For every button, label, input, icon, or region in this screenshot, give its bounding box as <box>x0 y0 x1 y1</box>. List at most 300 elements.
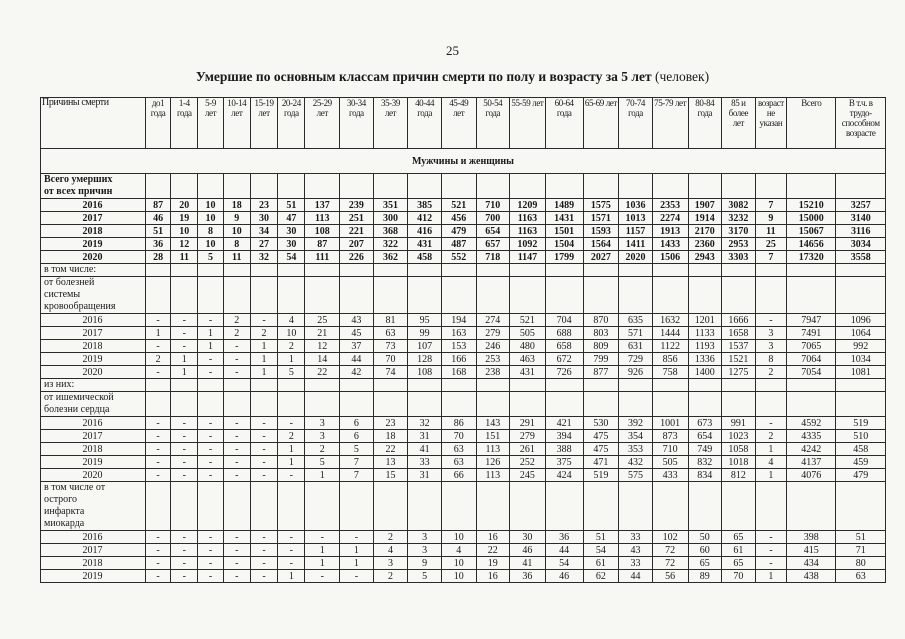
table-cell: 992 <box>836 340 886 353</box>
table-cell: 46 <box>545 570 583 583</box>
empty-cell <box>652 264 688 277</box>
table-cell: - <box>755 531 786 544</box>
table-cell: 7054 <box>787 366 836 379</box>
table-cell: 870 <box>583 314 619 327</box>
table-cell: 6 <box>340 430 374 443</box>
table-cell: 62 <box>583 570 619 583</box>
table-cell: 1632 <box>652 314 688 327</box>
table-cell: 362 <box>373 251 408 264</box>
table-cell: 3 <box>408 531 442 544</box>
table-cell: 168 <box>441 366 476 379</box>
table-cell: 21 <box>305 327 340 340</box>
table-cell: 22 <box>476 544 510 557</box>
table-cell: - <box>171 443 198 456</box>
empty-cell <box>373 379 408 392</box>
table-cell: 1081 <box>836 366 886 379</box>
empty-cell <box>340 379 374 392</box>
table-cell: 388 <box>545 443 583 456</box>
table-cell: 2 <box>278 340 305 353</box>
table-cell: 4 <box>755 456 786 469</box>
table-cell: 873 <box>652 430 688 443</box>
empty-cell <box>408 482 442 531</box>
empty-cell <box>583 392 619 417</box>
table-cell: 44 <box>545 544 583 557</box>
empty-cell <box>145 174 170 199</box>
table-cell: 1575 <box>583 199 619 212</box>
empty-cell <box>583 482 619 531</box>
empty-cell <box>722 174 756 199</box>
empty-cell <box>441 264 476 277</box>
empty-cell <box>652 379 688 392</box>
table-cell: 700 <box>476 212 510 225</box>
table-cell: 1 <box>198 327 223 340</box>
table-cell: 729 <box>619 353 653 366</box>
table-cell: 63 <box>441 456 476 469</box>
table-cell: - <box>278 469 305 482</box>
empty-cell <box>510 392 546 417</box>
year-label: 2020 <box>41 366 146 379</box>
table-cell: 1433 <box>652 238 688 251</box>
empty-cell <box>145 482 170 531</box>
table-cell: 1 <box>278 456 305 469</box>
empty-cell <box>305 277 340 314</box>
year-label: 2017 <box>41 544 146 557</box>
table-cell: 1658 <box>722 327 756 340</box>
table-cell: 10 <box>441 570 476 583</box>
empty-cell <box>250 277 277 314</box>
table-cell: 261 <box>510 443 546 456</box>
empty-cell <box>171 379 198 392</box>
table-row <box>41 314 886 327</box>
table-cell: 2943 <box>688 251 722 264</box>
table-cell: 4 <box>373 544 408 557</box>
table-cell: 10 <box>441 531 476 544</box>
table-cell: - <box>198 570 223 583</box>
empty-cell <box>619 277 653 314</box>
empty-cell <box>373 277 408 314</box>
empty-cell <box>278 379 305 392</box>
table-cell: 32 <box>408 417 442 430</box>
empty-cell <box>619 392 653 417</box>
table-cell: - <box>223 456 250 469</box>
table-row <box>41 469 886 482</box>
empty-cell <box>250 264 277 277</box>
empty-cell <box>305 379 340 392</box>
table-cell: - <box>250 531 277 544</box>
table-cell: - <box>223 353 250 366</box>
table-cell: 1 <box>250 353 277 366</box>
table-cell: 3140 <box>836 212 886 225</box>
table-cell: 15210 <box>787 199 836 212</box>
table-cell: 18 <box>373 430 408 443</box>
table-cell: 3 <box>755 327 786 340</box>
table-cell: 1564 <box>583 238 619 251</box>
table-cell: 3 <box>373 557 408 570</box>
table-cell: 4592 <box>787 417 836 430</box>
table-cell: 631 <box>619 340 653 353</box>
group-label-row <box>41 392 886 417</box>
empty-cell <box>787 482 836 531</box>
table-cell: 3 <box>305 430 340 443</box>
table-cell: 1 <box>340 544 374 557</box>
empty-cell <box>408 277 442 314</box>
page-number: 25 <box>446 43 459 58</box>
year-label: 2020 <box>41 251 146 264</box>
empty-cell <box>171 392 198 417</box>
row-label: из них: <box>41 379 146 392</box>
empty-cell <box>305 392 340 417</box>
table-cell: 415 <box>787 544 836 557</box>
table-cell: 2 <box>373 570 408 583</box>
empty-cell <box>652 392 688 417</box>
table-cell: 19 <box>171 212 198 225</box>
table-cell: 1 <box>171 353 198 366</box>
empty-cell <box>250 379 277 392</box>
table-cell: 749 <box>688 443 722 456</box>
table-cell: 1913 <box>652 225 688 238</box>
empty-cell <box>755 277 786 314</box>
column-header: 60-64 года <box>545 98 583 149</box>
table-cell: 7 <box>755 251 786 264</box>
table-cell: - <box>278 557 305 570</box>
table-cell: 1193 <box>688 340 722 353</box>
empty-cell <box>198 277 223 314</box>
table-cell: 15 <box>373 469 408 482</box>
table-cell: 113 <box>476 469 510 482</box>
table-cell: 5 <box>408 570 442 583</box>
table-cell: 4 <box>278 314 305 327</box>
table-cell: 1444 <box>652 327 688 340</box>
table-cell: 66 <box>441 469 476 482</box>
year-label: 2017 <box>41 327 146 340</box>
table-header-row <box>41 98 886 149</box>
table-cell: 25 <box>305 314 340 327</box>
table-cell: 245 <box>510 469 546 482</box>
table-cell: 812 <box>722 469 756 482</box>
table-cell: 23 <box>373 417 408 430</box>
title-unit: (человек) <box>654 69 710 84</box>
table-cell: 12 <box>171 238 198 251</box>
empty-cell <box>441 392 476 417</box>
table-cell: 56 <box>652 570 688 583</box>
table-cell: 1 <box>145 327 170 340</box>
table-cell: 351 <box>373 199 408 212</box>
table-cell: 28 <box>145 251 170 264</box>
table-cell: 758 <box>652 366 688 379</box>
empty-cell <box>340 264 374 277</box>
table-cell: 41 <box>510 557 546 570</box>
table-cell: 1 <box>755 469 786 482</box>
table-cell: 7 <box>340 456 374 469</box>
empty-cell <box>583 379 619 392</box>
table-cell: 3034 <box>836 238 886 251</box>
table-cell: 1521 <box>722 353 756 366</box>
table-cell: 475 <box>583 443 619 456</box>
table-cell: 4076 <box>787 469 836 482</box>
empty-cell <box>755 174 786 199</box>
table-cell: 51 <box>836 531 886 544</box>
table-cell: 51 <box>278 199 305 212</box>
column-header: 80-84 года <box>688 98 722 149</box>
empty-cell <box>583 277 619 314</box>
empty-cell <box>688 379 722 392</box>
empty-cell <box>340 277 374 314</box>
table-cell: - <box>250 443 277 456</box>
table-cell: 12 <box>305 340 340 353</box>
table-cell: 2 <box>250 327 277 340</box>
column-header: Всего <box>787 98 836 149</box>
table-cell: 128 <box>408 353 442 366</box>
empty-cell <box>688 277 722 314</box>
table-cell: - <box>171 557 198 570</box>
table-cell: 17320 <box>787 251 836 264</box>
table-cell: 3082 <box>722 199 756 212</box>
table-row <box>41 456 886 469</box>
table-cell: 2353 <box>652 199 688 212</box>
table-cell: 1201 <box>688 314 722 327</box>
table-cell: 421 <box>545 417 583 430</box>
year-label: 2017 <box>41 430 146 443</box>
table-cell: 1209 <box>510 199 546 212</box>
empty-cell <box>722 392 756 417</box>
table-cell: 226 <box>340 251 374 264</box>
table-cell: 432 <box>619 456 653 469</box>
empty-cell <box>722 264 756 277</box>
table-cell: 1400 <box>688 366 722 379</box>
empty-cell <box>787 277 836 314</box>
year-label: 2019 <box>41 456 146 469</box>
table-cell: - <box>250 469 277 482</box>
empty-cell <box>652 277 688 314</box>
table-cell: 279 <box>510 430 546 443</box>
table-cell: - <box>305 570 340 583</box>
table-cell: 81 <box>373 314 408 327</box>
empty-cell <box>836 482 886 531</box>
empty-cell <box>836 277 886 314</box>
table-row <box>41 199 886 212</box>
table-cell: 3116 <box>836 225 886 238</box>
table-cell: 3232 <box>722 212 756 225</box>
table-cell: - <box>145 531 170 544</box>
table-cell: 673 <box>688 417 722 430</box>
table-cell: 22 <box>373 443 408 456</box>
table-cell: 14656 <box>787 238 836 251</box>
table-cell: - <box>198 456 223 469</box>
empty-cell <box>755 379 786 392</box>
table-cell: - <box>145 340 170 353</box>
table-cell: 14 <box>305 353 340 366</box>
table-cell: 151 <box>476 430 510 443</box>
table-cell: 1018 <box>722 456 756 469</box>
table-cell: - <box>223 430 250 443</box>
table-row <box>41 570 886 583</box>
table-cell: 480 <box>510 340 546 353</box>
table-cell: 1 <box>250 366 277 379</box>
table-cell: - <box>171 327 198 340</box>
table-cell: 87 <box>145 199 170 212</box>
table-cell: 1 <box>278 570 305 583</box>
empty-cell <box>145 392 170 417</box>
row-label: Всего умерших от всех причин <box>41 174 146 199</box>
table-cell: - <box>250 430 277 443</box>
table-cell: 274 <box>476 314 510 327</box>
table-cell: 3170 <box>722 225 756 238</box>
table-cell: 30 <box>278 225 305 238</box>
table-cell: 239 <box>340 199 374 212</box>
table-cell: 5 <box>305 456 340 469</box>
table-cell: 431 <box>408 238 442 251</box>
table-cell: 18 <box>223 199 250 212</box>
table-cell: - <box>145 570 170 583</box>
table-cell: 571 <box>619 327 653 340</box>
table-cell: 61 <box>722 544 756 557</box>
column-header: 50-54 года <box>476 98 510 149</box>
table-cell: 11 <box>755 225 786 238</box>
table-cell: 194 <box>441 314 476 327</box>
table-cell: 654 <box>688 430 722 443</box>
table-cell: - <box>755 417 786 430</box>
table-cell: 11 <box>223 251 250 264</box>
table-row <box>41 212 886 225</box>
empty-cell <box>250 392 277 417</box>
empty-cell <box>510 264 546 277</box>
year-label: 2019 <box>41 353 146 366</box>
table-cell: 251 <box>340 212 374 225</box>
empty-cell <box>373 264 408 277</box>
empty-cell <box>198 482 223 531</box>
table-row <box>41 531 886 544</box>
table-cell: 1431 <box>545 212 583 225</box>
table-cell: 505 <box>510 327 546 340</box>
column-header: возраст не указан <box>755 98 786 149</box>
table-cell: - <box>755 544 786 557</box>
table-cell: 10 <box>198 199 223 212</box>
table-cell: 63 <box>373 327 408 340</box>
table-cell: 530 <box>583 417 619 430</box>
table-cell: 22 <box>305 366 340 379</box>
table-cell: - <box>198 557 223 570</box>
table-cell: 1501 <box>545 225 583 238</box>
empty-cell <box>441 482 476 531</box>
table-cell: 46 <box>510 544 546 557</box>
empty-cell <box>250 174 277 199</box>
table-cell: - <box>755 314 786 327</box>
empty-cell <box>545 264 583 277</box>
table-cell: 1013 <box>619 212 653 225</box>
table-cell: 834 <box>688 469 722 482</box>
table-cell: 300 <box>373 212 408 225</box>
table-cell: 1 <box>250 340 277 353</box>
empty-cell <box>223 277 250 314</box>
table-cell: - <box>145 417 170 430</box>
table-cell: - <box>250 544 277 557</box>
column-header: 5-9 лет <box>198 98 223 149</box>
table-cell: 809 <box>583 340 619 353</box>
table-cell: 1907 <box>688 199 722 212</box>
column-header: 40-44 года <box>408 98 442 149</box>
table-cell: 521 <box>510 314 546 327</box>
table-cell: 7 <box>340 469 374 482</box>
table-cell: 635 <box>619 314 653 327</box>
table-cell: 877 <box>583 366 619 379</box>
table-cell: - <box>198 443 223 456</box>
table-cell: - <box>145 366 170 379</box>
table-cell: 34 <box>250 225 277 238</box>
page-title <box>0 69 905 85</box>
empty-cell <box>441 379 476 392</box>
table-row <box>41 327 886 340</box>
column-header: 15-19 лет <box>250 98 277 149</box>
table-cell: 519 <box>836 417 886 430</box>
empty-cell <box>223 264 250 277</box>
table-cell: 353 <box>619 443 653 456</box>
table-cell: 394 <box>545 430 583 443</box>
table-cell: 10 <box>171 225 198 238</box>
table-cell: - <box>198 417 223 430</box>
table-cell: - <box>145 544 170 557</box>
table-cell: 16 <box>476 570 510 583</box>
table-cell: 385 <box>408 199 442 212</box>
empty-cell <box>619 482 653 531</box>
table-cell: 111 <box>305 251 340 264</box>
table-cell: 1023 <box>722 430 756 443</box>
empty-cell <box>278 482 305 531</box>
table-cell: 4335 <box>787 430 836 443</box>
table-cell: 458 <box>408 251 442 264</box>
table-cell: 1 <box>305 544 340 557</box>
empty-cell <box>545 482 583 531</box>
empty-cell <box>278 174 305 199</box>
empty-cell <box>441 174 476 199</box>
table-cell: 60 <box>688 544 722 557</box>
section-row <box>41 149 886 174</box>
empty-cell <box>171 482 198 531</box>
table-cell: 89 <box>688 570 722 583</box>
table-cell: 46 <box>145 212 170 225</box>
empty-cell <box>340 392 374 417</box>
table-cell: 54 <box>545 557 583 570</box>
table-cell: 392 <box>619 417 653 430</box>
table-cell: 2 <box>755 366 786 379</box>
table-cell: 1092 <box>510 238 546 251</box>
empty-cell <box>198 379 223 392</box>
empty-cell <box>476 482 510 531</box>
table-cell: 1275 <box>722 366 756 379</box>
table-cell: 51 <box>583 531 619 544</box>
table-cell: 416 <box>408 225 442 238</box>
empty-cell <box>755 392 786 417</box>
table-cell: 424 <box>545 469 583 482</box>
table-row <box>41 353 886 366</box>
table-cell: - <box>755 557 786 570</box>
empty-cell <box>545 174 583 199</box>
column-header: 20-24 года <box>278 98 305 149</box>
section-title: Мужчины и женщины <box>41 149 886 174</box>
table-cell: - <box>145 469 170 482</box>
table-cell: 1 <box>755 570 786 583</box>
table-cell: 856 <box>652 353 688 366</box>
table-cell: 65 <box>688 557 722 570</box>
table-cell: 30 <box>250 212 277 225</box>
year-label: 2019 <box>41 570 146 583</box>
table-cell: 2 <box>755 430 786 443</box>
table-cell: 20 <box>171 199 198 212</box>
table-cell: 9 <box>755 212 786 225</box>
table-cell: - <box>171 340 198 353</box>
empty-cell <box>373 392 408 417</box>
table-cell: 33 <box>619 557 653 570</box>
table-cell: 704 <box>545 314 583 327</box>
